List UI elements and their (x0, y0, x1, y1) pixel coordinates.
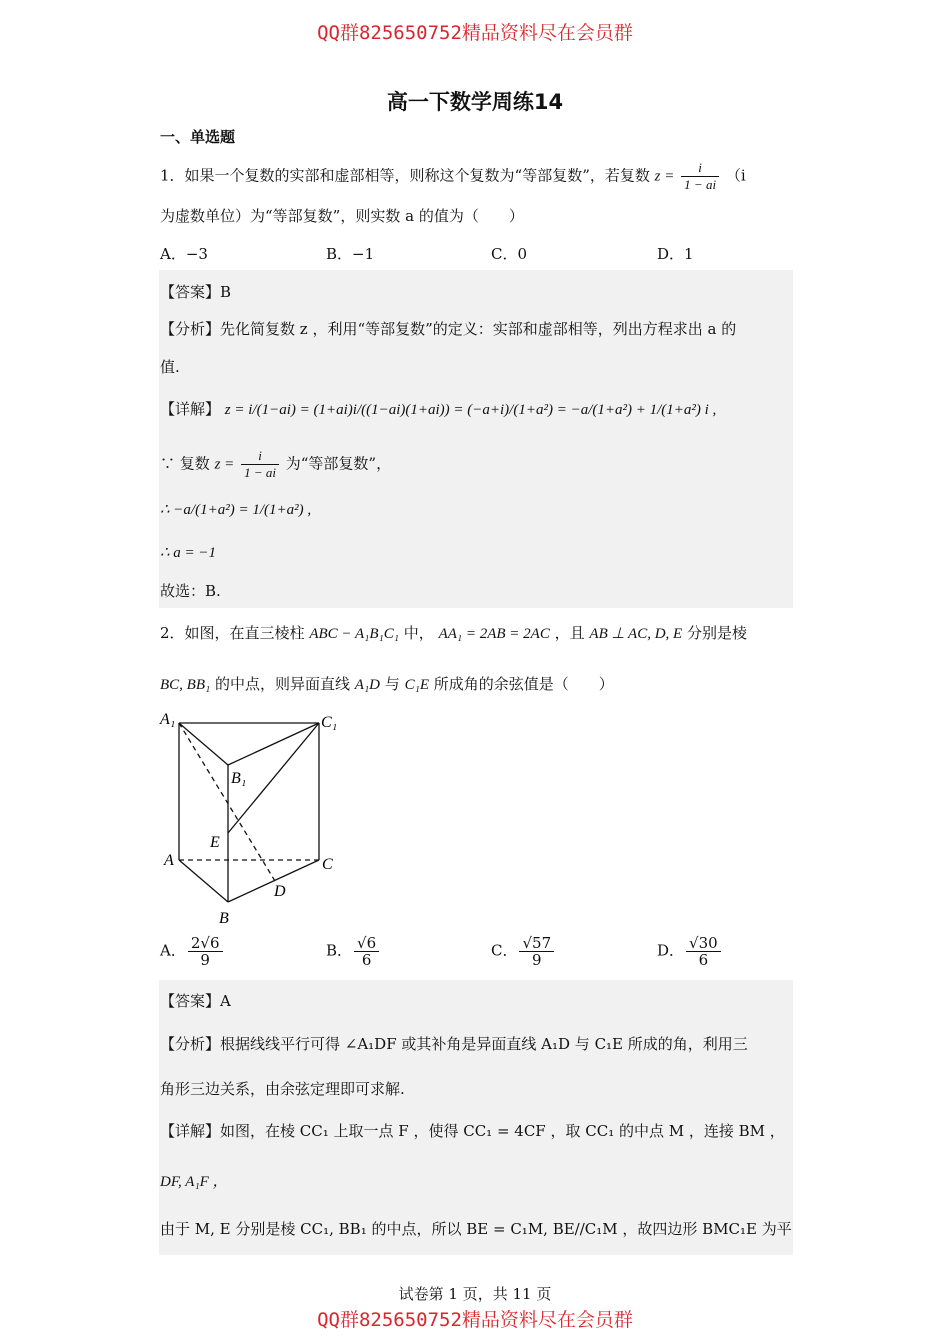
prism-figure (155, 705, 365, 930)
section-heading: 一、单选题 (160, 128, 236, 146)
label-d: D (274, 883, 286, 900)
q1-detail-expr: z = i/(1−ai) = (1+ai)i/((1−ai)(1+ai)) = (−a+i)/(1+a²) = −a/(1+a²) + 1/(1+a²) i , (224, 402, 717, 418)
label-c: C (322, 856, 333, 873)
q1-fraction: $\frac{i}{1 - ai}$ (681, 160, 719, 193)
label-c1: C₁ (321, 714, 338, 731)
q1-choice-c: C．0 (491, 245, 528, 263)
q2-analysis: 【分析】根据线线平行可得 ∠A₁DF 或其补角是异面直线 A₁D 与 C₁E 所成的角，利用三 (160, 1035, 748, 1053)
label-b: B (219, 910, 229, 927)
q1-choice-d: D．1 (657, 245, 694, 263)
q1-choice-a: A．−3 (160, 245, 208, 263)
edge-ab (179, 860, 228, 902)
q1-line1: 1．如果一个复数的实部和虚部相等，则称这个复数为“等部复数”，若复数 z = $\frac{i}{1 - ai}$ （i (160, 160, 746, 192)
label-a: A (164, 852, 174, 869)
q1-answer: 【答案】B (160, 283, 232, 301)
q2-analysis-cont: 角形三边关系，由余弦定理即可求解. (160, 1080, 405, 1098)
q1-line2: 为虚数单位）为“等部复数”，则实数 a 的值为（ ） (160, 207, 524, 225)
page-title: 高一下数学周练14 (386, 90, 564, 114)
segment-a1d (179, 723, 275, 881)
q1-z-eq: z = (654, 168, 675, 185)
q1-therefore-1: ∴ −a/(1+a²) = 1/(1+a²) , (160, 502, 312, 518)
q1-because: ∵ 复数 z = $\frac{i}{1 - ai}$ 为“等部复数”， (160, 448, 392, 480)
q1-analysis: 【分析】先化简复数 z ，利用“等部复数”的定义：实部和虚部相等，列出方程求出 a 的 (160, 320, 737, 338)
q2-detail: 【详解】如图，在棱 CC₁ 上取一点 F ，使得 CC₁ = 4CF ，取 CC₁ 的中点 M ，连接 BM ， (160, 1122, 785, 1140)
q2-choice-c: C． $\frac{√57}{9}$ (491, 935, 556, 968)
q2-choice-a: A． $\frac{2√6}{9}$ (160, 935, 225, 968)
q1-detail: 【详解】 z = i/(1−ai) = (1+ai)i/((1−ai)(1+ai)) = (−a+i)/(1+a²) = −a/(1+a²) + 1/(1+a²) i , (160, 400, 717, 418)
edge-b1c1 (228, 723, 319, 765)
q2-choice-b: B． $\frac{√6}{6}$ (326, 935, 381, 968)
edge-a1b1 (179, 723, 228, 765)
q1-analysis-cont: 值. (160, 358, 180, 376)
q2-detail-cont2: 由于 M, E 分别是棱 CC₁, BB₁ 的中点，所以 BE = C₁M, BE//C₁M ，故四边形 BMC₁E 为平 (160, 1220, 792, 1238)
q2-choice-d: D． $\frac{√30}{6}$ (657, 935, 723, 968)
page-footer: 试卷第 1 页，共 11 页 (398, 1285, 552, 1303)
q1-therefore-2: ∴ a = −1 (160, 545, 217, 561)
q2-detail-cont: DF, A₁F ， (160, 1174, 228, 1190)
q2-answer: 【答案】A (160, 992, 231, 1010)
label-a1: A₁ (160, 711, 176, 728)
q2-line1: 2．如图，在直三棱柱 ABC − A₁B₁C₁ 中， AA₁ = 2AB = 2AC ，且 AB ⊥ AC, D, E 分别是棱 (160, 624, 748, 642)
watermark-top: QQ群825650752精品资料尽在会员群 (317, 22, 633, 44)
q1-choice-b: B．−1 (326, 245, 375, 263)
label-e: E (210, 834, 220, 851)
q2-line2: BC, BB₁ 的中点，则异面直线 A₁D 与 C₁E 所成角的余弦值是（ ） (160, 675, 614, 693)
q1-pick: 故选：B. (160, 582, 221, 600)
label-b1: B₁ (231, 770, 247, 787)
q2-answer-panel (159, 980, 793, 1255)
watermark-bottom: QQ群825650752精品资料尽在会员群 (317, 1309, 633, 1331)
